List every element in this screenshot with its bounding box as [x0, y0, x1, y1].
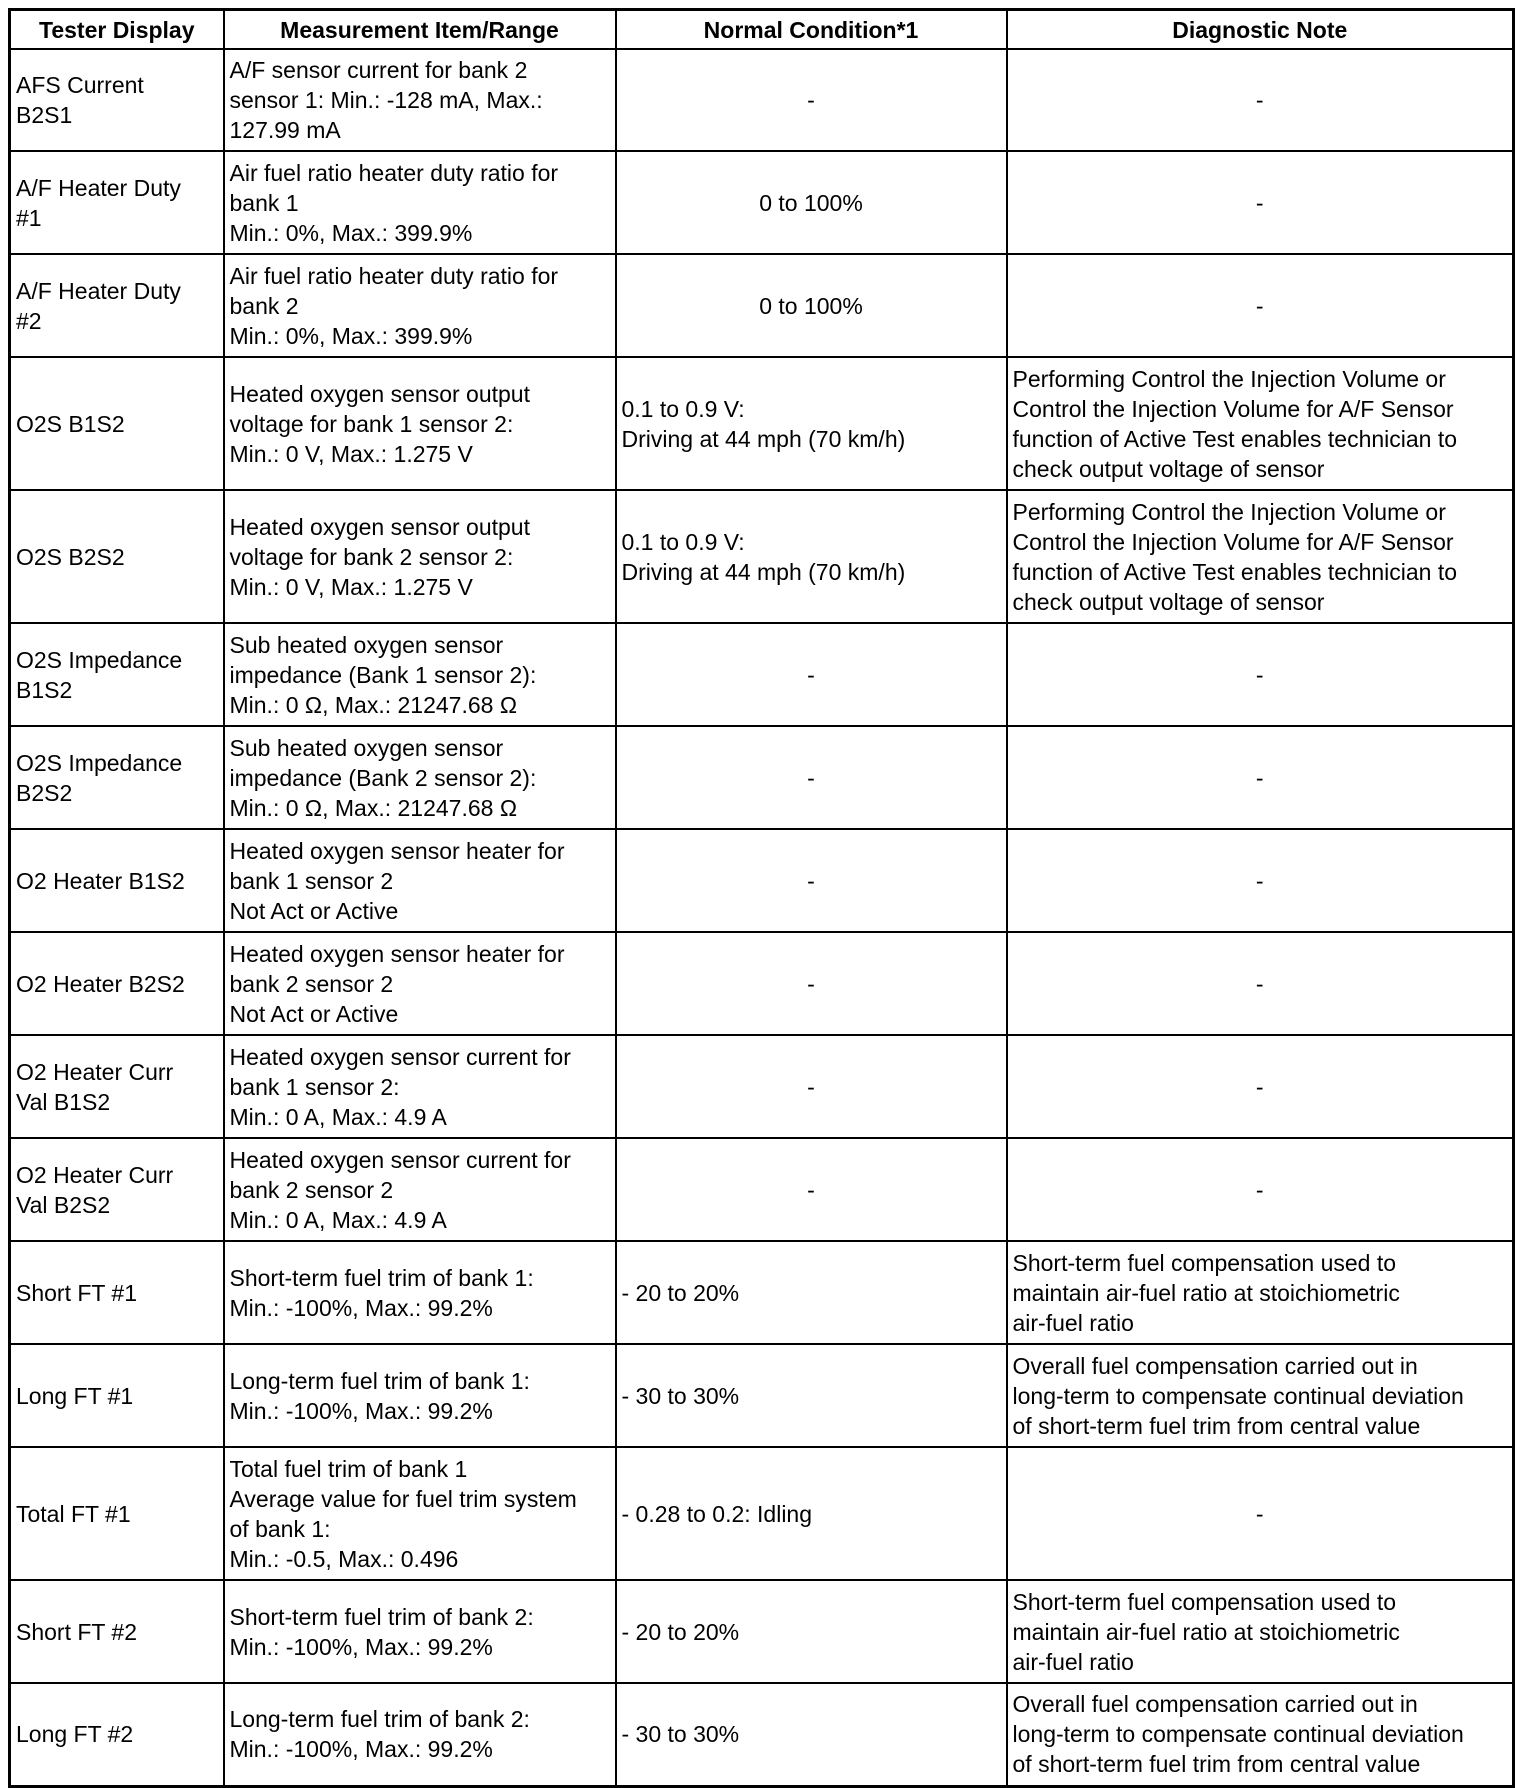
tester-display-line: A/F Heater Duty: [16, 174, 181, 201]
diagnostic-note-cell: [1007, 151, 1514, 254]
diagnostic-note-line: Overall fuel compensation carried out in: [1012, 1352, 1418, 1379]
measurement-range-line: bank 1 sensor 2: [229, 867, 394, 894]
diagnostic-note-line: of short-term fuel trim from central value: [1012, 1412, 1421, 1439]
tester-display-line: O2S B1S2: [16, 410, 125, 437]
diagnostic-note-cell: [1007, 829, 1514, 932]
diagnostic-note-line: Control the Injection Volume for A/F Sensor: [1012, 395, 1454, 422]
diagnostic-note-line: long-term to compensate continual deviation: [1012, 1721, 1464, 1748]
data-list-sheet: [8, 8, 1512, 1788]
tester-display-line: O2 Heater B2S2: [16, 970, 185, 997]
measurement-range-line: Not Act or Active: [229, 897, 399, 924]
diagnostic-note-line: -: [1255, 1176, 1264, 1203]
measurement-range-cell: [224, 357, 616, 490]
diagnostic-note-cell: [1007, 1138, 1514, 1241]
measurement-range-line: voltage for bank 1 sensor 2:: [229, 410, 514, 437]
measurement-range-line: Min.: -100%, Max.: 99.2%: [229, 1633, 493, 1660]
diagnostic-note-line: Control the Injection Volume for A/F Sensor: [1012, 528, 1454, 555]
measurement-range-line: Total fuel trim of bank 1: [229, 1455, 468, 1482]
tester-display-line: O2 Heater Curr: [16, 1161, 174, 1188]
diagnostic-note-cell: [1007, 1035, 1514, 1138]
tester-display-cell: [10, 151, 224, 254]
normal-condition-line: Driving at 44 mph (70 km/h): [621, 558, 906, 585]
measurement-range-line: Short-term fuel trim of bank 2:: [229, 1603, 534, 1630]
measurement-range-line: Heated oxygen sensor current for: [229, 1146, 571, 1173]
normal-condition-line: -: [807, 661, 815, 688]
diagnostic-note-line: -: [1255, 1500, 1264, 1527]
diagnostic-note-line: air-fuel ratio: [1012, 1648, 1134, 1675]
measurement-range-line: bank 1 sensor 2:: [229, 1073, 400, 1100]
diagnostic-note-line: -: [1255, 87, 1264, 113]
diagnostic-note-line: Short-term fuel compensation used to: [1012, 1588, 1397, 1615]
normal-condition-cell: [616, 1580, 1007, 1683]
table-row: [10, 932, 1514, 1035]
normal-condition-cell: [616, 254, 1007, 357]
diagnostic-note-line: Overall fuel compensation carried out in: [1012, 1691, 1418, 1718]
measurement-range-line: Min.: 0%, Max.: 399.9%: [229, 322, 473, 349]
tester-data-table: [8, 8, 1515, 1788]
header-measurement-item: Measurement Item/Range: [224, 10, 616, 50]
measurement-range-line: Not Act or Active: [229, 1000, 399, 1027]
normal-condition-line: 0.1 to 0.9 V:: [621, 395, 745, 422]
diagnostic-note-line: -: [1255, 970, 1264, 997]
diagnostic-note-line: function of Active Test enables technician to: [1012, 425, 1458, 452]
tester-display-line: B1S2: [16, 676, 73, 703]
tester-display-line: Long FT #1: [16, 1382, 134, 1409]
tester-display-cell: [10, 254, 224, 357]
measurement-range-line: A/F sensor current for bank 2: [229, 57, 528, 83]
tester-display-cell: [10, 1035, 224, 1138]
header-tester-display: Tester Display: [10, 10, 224, 50]
normal-condition-line: - 20 to 20%: [621, 1618, 740, 1645]
normal-condition-cell: [616, 1447, 1007, 1580]
table-row: [10, 1241, 1514, 1344]
measurement-range-cell: [224, 1138, 616, 1241]
measurement-range-line: Short-term fuel trim of bank 1:: [229, 1264, 534, 1291]
measurement-range-line: Min.: 0 V, Max.: 1.275 V: [229, 440, 473, 467]
normal-condition-line: -: [807, 1073, 815, 1100]
table-body: [10, 49, 1514, 1786]
measurement-range-cell: [224, 1683, 616, 1786]
normal-condition-line: - 0.28 to 0.2: Idling: [621, 1500, 813, 1527]
diagnostic-note-cell: [1007, 932, 1514, 1035]
table-row: [10, 490, 1514, 623]
diagnostic-note-cell: [1007, 1683, 1514, 1786]
tester-display-cell: [10, 1683, 224, 1786]
diagnostic-note-line: -: [1255, 661, 1264, 688]
normal-condition-cell: [616, 726, 1007, 829]
tester-display-line: O2S B2S2: [16, 543, 125, 570]
tester-display-cell: [10, 357, 224, 490]
tester-display-cell: [10, 1344, 224, 1447]
diagnostic-note-cell: [1007, 1241, 1514, 1344]
table-row: [10, 357, 1514, 490]
diagnostic-note-cell: [1007, 1580, 1514, 1683]
measurement-range-line: bank 2 sensor 2: [229, 970, 394, 997]
tester-display-line: Val B1S2: [16, 1088, 111, 1115]
measurement-range-line: sensor 1: Min.: -128 mA, Max.:: [229, 87, 543, 113]
measurement-range-line: Heated oxygen sensor current for: [229, 1043, 571, 1070]
tester-display-cell: [10, 726, 224, 829]
diagnostic-note-line: check output voltage of sensor: [1012, 588, 1325, 615]
normal-condition-line: 0 to 100%: [759, 189, 863, 216]
normal-condition-line: -: [807, 867, 815, 894]
tester-display-line: Long FT #2: [16, 1721, 134, 1748]
diagnostic-note-line: Performing Control the Injection Volume or: [1012, 498, 1446, 525]
diagnostic-note-cell: [1007, 357, 1514, 490]
tester-display-cell: [10, 1138, 224, 1241]
tester-display-cell: [10, 623, 224, 726]
diagnostic-note-cell: [1007, 1344, 1514, 1447]
measurement-range-line: Min.: -100%, Max.: 99.2%: [229, 1397, 493, 1424]
normal-condition-line: -: [807, 764, 815, 791]
measurement-range-line: Min.: 0 A, Max.: 4.9 A: [229, 1206, 447, 1233]
tester-display-line: O2 Heater Curr: [16, 1058, 174, 1085]
normal-condition-cell: [616, 49, 1007, 151]
normal-condition-cell: [616, 1683, 1007, 1786]
tester-display-line: #2: [16, 307, 42, 334]
measurement-range-line: bank 2: [229, 292, 299, 319]
table-row: [10, 1580, 1514, 1683]
table-row: [10, 49, 1514, 151]
measurement-range-line: Min.: 0 Ω, Max.: 21247.68 Ω: [229, 691, 518, 718]
table-row: [10, 1447, 1514, 1580]
tester-display-line: O2S Impedance: [16, 646, 183, 673]
measurement-range-line: Heated oxygen sensor output: [229, 380, 530, 407]
normal-condition-cell: [616, 932, 1007, 1035]
measurement-range-cell: [224, 1447, 616, 1580]
tester-display-line: B2S1: [16, 102, 73, 128]
measurement-range-line: bank 1: [229, 189, 299, 216]
measurement-range-line: Average value for fuel trim system: [229, 1485, 577, 1512]
measurement-range-cell: [224, 49, 616, 151]
table-row: [10, 151, 1514, 254]
diagnostic-note-line: maintain air-fuel ratio at stoichiometric: [1012, 1618, 1400, 1645]
tester-display-line: O2 Heater B1S2: [16, 867, 185, 894]
tester-display-cell: [10, 932, 224, 1035]
measurement-range-line: Heated oxygen sensor heater for: [229, 837, 565, 864]
normal-condition-line: - 30 to 30%: [621, 1382, 740, 1409]
tester-display-line: Short FT #2: [16, 1618, 138, 1645]
tester-display-line: Val B2S2: [16, 1191, 111, 1218]
measurement-range-line: Min.: 0 Ω, Max.: 21247.68 Ω: [229, 794, 518, 821]
tester-display-line: AFS Current: [16, 72, 144, 98]
measurement-range-line: Heated oxygen sensor heater for: [229, 940, 565, 967]
measurement-range-cell: [224, 254, 616, 357]
measurement-range-cell: [224, 1241, 616, 1344]
diagnostic-note-line: -: [1255, 1073, 1264, 1100]
measurement-range-line: Min.: -0.5, Max.: 0.496: [229, 1545, 459, 1572]
measurement-range-line: 127.99 mA: [229, 117, 341, 143]
diagnostic-note-cell: [1007, 726, 1514, 829]
table-row: [10, 623, 1514, 726]
normal-condition-line: Driving at 44 mph (70 km/h): [621, 425, 906, 452]
table-row: [10, 1138, 1514, 1241]
diagnostic-note-line: -: [1255, 867, 1264, 894]
normal-condition-line: -: [807, 970, 815, 997]
measurement-range-line: Heated oxygen sensor output: [229, 513, 530, 540]
diagnostic-note-line: function of Active Test enables technician to: [1012, 558, 1458, 585]
measurement-range-cell: [224, 623, 616, 726]
diagnostic-note-line: check output voltage of sensor: [1012, 455, 1325, 482]
normal-condition-cell: [616, 829, 1007, 932]
measurement-range-line: impedance (Bank 1 sensor 2):: [229, 661, 537, 688]
tester-display-cell: [10, 1580, 224, 1683]
measurement-range-line: of bank 1:: [229, 1515, 331, 1542]
measurement-range-line: impedance (Bank 2 sensor 2):: [229, 764, 537, 791]
tester-display-line: Short FT #1: [16, 1279, 138, 1306]
diagnostic-note-line: of short-term fuel trim from central value: [1012, 1751, 1421, 1778]
tester-display-line: B2S2: [16, 779, 73, 806]
measurement-range-cell: [224, 1035, 616, 1138]
diagnostic-note-cell: [1007, 490, 1514, 623]
header-normal-condition: Normal Condition*1: [616, 10, 1007, 50]
diagnostic-note-cell: [1007, 1447, 1514, 1580]
measurement-range-line: Air fuel ratio heater duty ratio for: [229, 262, 559, 289]
tester-display-line: A/F Heater Duty: [16, 277, 181, 304]
tester-display-cell: [10, 829, 224, 932]
measurement-range-line: Sub heated oxygen sensor: [229, 631, 504, 658]
normal-condition-cell: [616, 623, 1007, 726]
tester-display-cell: [10, 1241, 224, 1344]
normal-condition-cell: [616, 1138, 1007, 1241]
measurement-range-cell: [224, 151, 616, 254]
measurement-range-line: Min.: 0 V, Max.: 1.275 V: [229, 573, 473, 600]
diagnostic-note-line: long-term to compensate continual deviation: [1012, 1382, 1464, 1409]
table-row: [10, 829, 1514, 932]
table-row: [10, 1683, 1514, 1786]
measurement-range-line: bank 2 sensor 2: [229, 1176, 394, 1203]
table-row: [10, 726, 1514, 829]
measurement-range-line: Long-term fuel trim of bank 1:: [229, 1367, 530, 1394]
diagnostic-note-cell: [1007, 254, 1514, 357]
measurement-range-line: Min.: -100%, Max.: 99.2%: [229, 1294, 493, 1321]
normal-condition-cell: [616, 357, 1007, 490]
table-row: [10, 1035, 1514, 1138]
tester-display-cell: [10, 49, 224, 151]
normal-condition-line: -: [807, 1176, 815, 1203]
normal-condition-line: -: [807, 87, 815, 113]
measurement-range-cell: [224, 1580, 616, 1683]
normal-condition-line: 0.1 to 0.9 V:: [621, 528, 745, 555]
normal-condition-cell: [616, 490, 1007, 623]
tester-display-line: Total FT #1: [16, 1500, 131, 1527]
measurement-range-line: Min.: 0%, Max.: 399.9%: [229, 219, 473, 246]
diagnostic-note-cell: [1007, 49, 1514, 151]
diagnostic-note-cell: [1007, 623, 1514, 726]
diagnostic-note-line: -: [1255, 764, 1264, 791]
tester-display-line: O2S Impedance: [16, 749, 183, 776]
measurement-range-line: Min.: 0 A, Max.: 4.9 A: [229, 1103, 447, 1130]
header-diagnostic-note: Diagnostic Note: [1007, 10, 1514, 50]
normal-condition-cell: [616, 1241, 1007, 1344]
normal-condition-cell: [616, 1035, 1007, 1138]
table-row: [10, 254, 1514, 357]
measurement-range-cell: [224, 932, 616, 1035]
diagnostic-note-line: air-fuel ratio: [1012, 1309, 1134, 1336]
measurement-range-cell: [224, 829, 616, 932]
measurement-range-line: Air fuel ratio heater duty ratio for: [229, 159, 559, 186]
normal-condition-line: - 30 to 30%: [621, 1721, 740, 1748]
measurement-range-cell: [224, 726, 616, 829]
diagnostic-note-line: -: [1255, 292, 1264, 319]
diagnostic-note-line: Short-term fuel compensation used to: [1012, 1249, 1397, 1276]
normal-condition-cell: [616, 151, 1007, 254]
normal-condition-line: 0 to 100%: [759, 292, 863, 319]
normal-condition-cell: [616, 1344, 1007, 1447]
header-row: [10, 10, 1514, 50]
diagnostic-note-line: maintain air-fuel ratio at stoichiometric: [1012, 1279, 1400, 1306]
table-row: [10, 1344, 1514, 1447]
diagnostic-note-line: Performing Control the Injection Volume or: [1012, 365, 1446, 392]
measurement-range-cell: [224, 1344, 616, 1447]
measurement-range-cell: [224, 490, 616, 623]
measurement-range-line: Long-term fuel trim of bank 2:: [229, 1706, 530, 1733]
measurement-range-line: Min.: -100%, Max.: 99.2%: [229, 1736, 493, 1763]
diagnostic-note-line: -: [1255, 189, 1264, 216]
measurement-range-line: Sub heated oxygen sensor: [229, 734, 504, 761]
tester-display-line: #1: [16, 204, 42, 231]
measurement-range-line: voltage for bank 2 sensor 2:: [229, 543, 514, 570]
tester-display-cell: [10, 1447, 224, 1580]
normal-condition-line: - 20 to 20%: [621, 1279, 740, 1306]
tester-display-cell: [10, 490, 224, 623]
